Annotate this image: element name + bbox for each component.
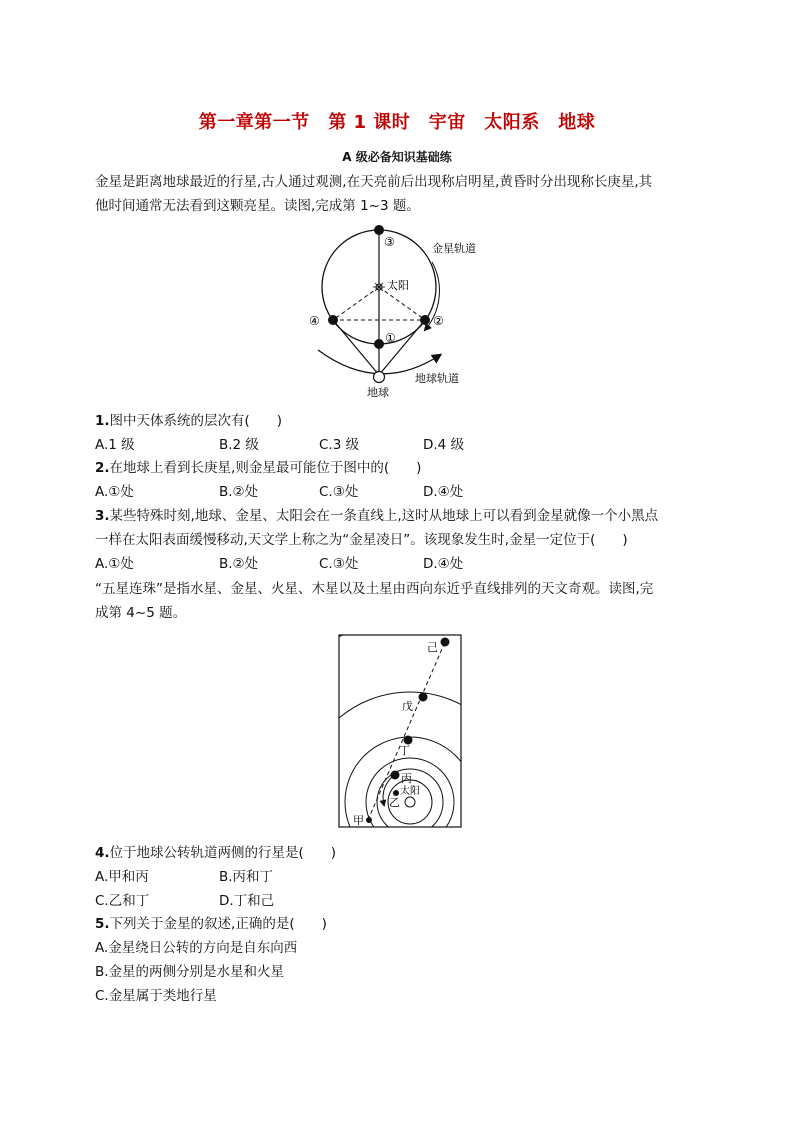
- question-1-options: [95, 435, 464, 455]
- earth-marker: [374, 372, 385, 383]
- q2-option-d[interactable]: D.④处: [423, 484, 464, 500]
- intro-2-line-2: 成第 4~5 题。: [95, 605, 187, 621]
- question-4: [95, 843, 336, 863]
- question-5-number: 5.: [95, 916, 110, 932]
- question-1: [95, 411, 282, 431]
- label-ding: 丁: [399, 744, 410, 757]
- planet-jia: [366, 817, 372, 823]
- q5-option-c[interactable]: C.金星属于类地行星: [95, 988, 217, 1004]
- label-sun: 太阳: [387, 279, 409, 292]
- venus-position-2: [420, 315, 430, 325]
- venus-orbit-figure: [300, 220, 480, 400]
- q2-option-c[interactable]: C.③处: [319, 484, 359, 500]
- question-5: [95, 914, 327, 934]
- venus-position-1: [374, 339, 384, 349]
- planet-bing: [391, 771, 400, 780]
- q4-option-c[interactable]: C.乙和丁: [95, 893, 150, 909]
- q1-option-c[interactable]: C.3 级: [319, 437, 360, 453]
- question-3-options: [95, 554, 463, 574]
- intro-1-line-1: 金星是距离地球最近的行星,古人通过观测,在天亮前后出现称启明星,黄昏时分出现称长庚星,其: [95, 174, 653, 190]
- intro-paragraph-1: [95, 170, 700, 218]
- q1-option-d[interactable]: D.4 级: [423, 437, 465, 453]
- q3-option-c[interactable]: C.③处: [319, 556, 359, 572]
- label-p3: ③: [384, 235, 395, 249]
- label-ji: 己: [427, 641, 438, 654]
- question-3-number: 3.: [95, 508, 110, 524]
- venus-position-3: [374, 225, 384, 235]
- label-sun-2: 太阳: [400, 786, 420, 797]
- label-p4: ④: [309, 314, 320, 328]
- label-p1: ①: [385, 331, 396, 345]
- q5-option-b[interactable]: B.金星的两侧分别是水星和火星: [95, 964, 285, 980]
- label-wu: 戊: [402, 700, 413, 713]
- label-venus-orbit: 金星轨道: [432, 242, 476, 255]
- label-yi: 乙: [389, 796, 400, 809]
- question-5-text: 下列关于金星的叙述,正确的是( ): [109, 916, 327, 932]
- q2-option-a[interactable]: A.①处: [95, 484, 134, 500]
- q5-option-a[interactable]: A.金星绕日公转的方向是自东向西: [95, 940, 298, 956]
- question-4-options-row-2: [95, 891, 274, 911]
- question-4-options-row-1: [95, 867, 273, 887]
- question-3-text-line-1: 某些特殊时刻,地球、金星、太阳会在一条直线上,这时从地球上可以看到金星就像一个小黑点: [109, 508, 659, 524]
- question-1-text: 图中天体系统的层次有( ): [109, 413, 283, 429]
- section-heading: A 级必备知识基础练: [342, 150, 452, 164]
- question-2-number: 2.: [95, 460, 110, 476]
- sun-marker: [405, 797, 415, 807]
- intro-2-line-1: “五星连珠”是指水星、金星、火星、木星以及土星由西向东近乎直线排列的天文奇观。读图,完: [95, 581, 654, 597]
- q1-option-a[interactable]: A.1 级: [95, 437, 135, 453]
- page-title: 第一章第一节 第 1 课时 宇宙 太阳系 地球: [198, 112, 596, 133]
- label-jia: 甲: [353, 814, 364, 827]
- label-p2: ②: [433, 314, 444, 328]
- question-2-text: 在地球上看到长庚星,则金星最可能位于图中的( ): [109, 460, 422, 476]
- intro-1-line-2: 他时间通常无法看到这颗亮星。读图,完成第 1~3 题。: [95, 198, 420, 214]
- question-3-text-line-2: 一样在太阳表面缓慢移动,天文学上称之为“金星凌日”。该现象发生时,金星一定位于( ): [95, 532, 628, 548]
- label-earth: 地球: [367, 386, 389, 399]
- q3-option-b[interactable]: B.②处: [219, 556, 259, 572]
- question-4-number: 4.: [95, 845, 110, 861]
- question-2-options: [95, 482, 463, 502]
- q1-option-b[interactable]: B.2 级: [219, 437, 259, 453]
- intro-paragraph-2: [95, 577, 700, 625]
- planet-wu: [419, 693, 428, 702]
- venus-position-4: [328, 315, 338, 325]
- question-4-text: 位于地球公转轨道两侧的行星是( ): [109, 845, 337, 861]
- planet-alignment-figure: [338, 634, 463, 828]
- question-1-number: 1.: [95, 413, 110, 429]
- q3-option-d[interactable]: D.④处: [423, 556, 464, 572]
- label-bing: 丙: [401, 772, 412, 785]
- q4-option-d[interactable]: D.丁和己: [219, 893, 275, 909]
- question-3: [95, 506, 658, 526]
- question-3-line-2: [95, 530, 628, 550]
- label-earth-orbit: 地球轨道: [415, 372, 459, 385]
- sun-icon: [373, 281, 385, 293]
- q2-option-b[interactable]: B.②处: [219, 484, 259, 500]
- q4-option-a[interactable]: A.甲和丙: [95, 869, 149, 885]
- question-2: [95, 458, 421, 478]
- planet-ji: [441, 638, 450, 647]
- q4-option-b[interactable]: B.丙和丁: [219, 869, 274, 885]
- q3-option-a[interactable]: A.①处: [95, 556, 134, 572]
